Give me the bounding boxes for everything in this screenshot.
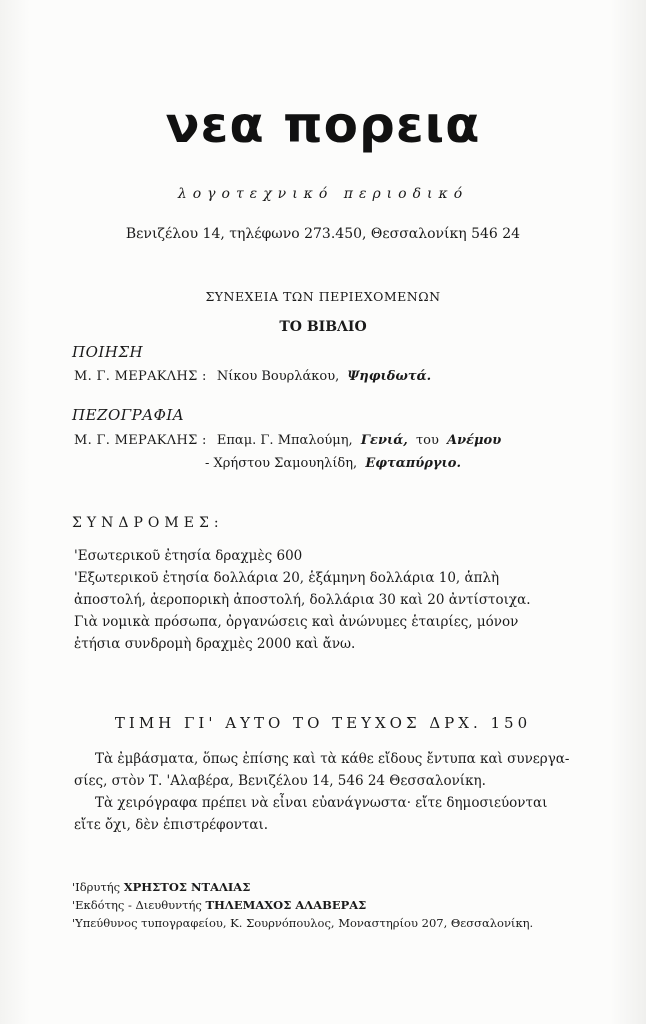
printer-credit: 'Υπεύθυνος τυπογραφείου, Κ. Σουρνόπουλος, Μοναστηρίου 207, Θεσσαλονίκη. xyxy=(72,916,534,930)
publisher-address: Βενιζέλου 14, τηλέφωνο 273.450, Θεσσαλονίκη 546 24 xyxy=(125,226,521,242)
work-title-continued: Ανέμου xyxy=(447,433,502,448)
poetry-heading: ΠΟΙΗΣΗ xyxy=(72,343,144,361)
publisher-credit xyxy=(72,898,366,912)
founder-credit xyxy=(72,880,250,894)
masthead-title: νεα πορεια xyxy=(165,96,481,154)
work-title: Ψηφιδωτά. xyxy=(347,369,432,384)
prose-heading: ΠΕΖΟΓΡΑΦΙΑ xyxy=(72,406,185,424)
reviewer-name: Μ. Γ. ΜΕΡΑΚΛΗΣ : xyxy=(74,433,207,448)
publisher-name: ΤΗΛΕΜΑΧΟΣ ΑΛΑΒΕΡΑΣ xyxy=(205,898,367,912)
author-name: Νίκου Βουρλάκου, xyxy=(216,369,340,384)
manuscripts-line-2: εἴτε ὄχι, δὲν ἐπιστρέφονται. xyxy=(74,817,269,833)
prose-review-entry-2 xyxy=(205,456,461,471)
remittance-line-1: Τὰ ἐμβάσματα, ὅπως ἐπίσης καὶ τὰ κάθε εἴδους ἔντυπα καὶ συνεργα- xyxy=(95,751,570,767)
work-title: Εφταπύργιο. xyxy=(365,456,461,471)
subscription-foreign-line-2: ἀποστολή, ἀεροπορικὴ ἀποστολή, δολλάρια 30 καὶ 20 ἀντίστοιχα. xyxy=(74,592,531,608)
manuscripts-line-1: Τὰ χειρόγραφα πρέπει νὰ εἶναι εὐανάγνωστα· εἴτε δημοσιεύονται xyxy=(95,795,548,811)
poetry-review-entry xyxy=(74,369,431,384)
issue-price: ΤΙΜΗ ΓΙ' ΑΥΤΟ ΤΟ ΤΕΥΧΟΣ ΔΡΧ. 150 xyxy=(114,714,532,732)
work-title: Γενιά, xyxy=(360,433,408,448)
publisher-label: 'Εκδότης - Διευθυντής xyxy=(72,898,202,912)
remittance-line-2: σίες, στὸν Τ. 'Αλαβέρα, Βενιζέλου 14, 546 24 Θεσσαλονίκη. xyxy=(74,773,486,789)
masthead-subtitle: λογοτεχνικό περιοδικό xyxy=(177,186,469,202)
prose-review-entry-1 xyxy=(74,433,501,448)
founder-label: 'Ιδρυτής xyxy=(72,880,121,894)
subscription-foreign-line-1: 'Εξωτερικοῦ ἐτησία δολλάρια 20, ἑξάμηνη δολλάρια 10, ἁπλὴ xyxy=(74,570,500,586)
contents-heading: ΣΥΝΕΧΕΙΑ ΤΩΝ ΠΕΡΙΕΧΟΜΕΝΩΝ xyxy=(205,289,441,304)
subscriptions-heading: ΣΥΝΔΡΟΜΕΣ: xyxy=(72,515,224,531)
work-title-connector: του xyxy=(415,433,439,448)
author-name: Επαμ. Γ. Μπαλούμη, xyxy=(216,433,353,448)
section-title: ΤΟ ΒΙΒΛΙΟ xyxy=(279,319,367,335)
subscription-legal-line-2: ἐτήσια συνδρομὴ δραχμὲς 2000 καὶ ἄνω. xyxy=(74,636,356,652)
founder-name: ΧΡΗΣΤΟΣ ΝΤΑΛΙΑΣ xyxy=(123,880,251,894)
reviewer-name: Μ. Γ. ΜΕΡΑΚΛΗΣ : xyxy=(74,369,207,384)
author-name: - Χρήστου Σαμουηλίδη, xyxy=(205,456,358,471)
subscription-legal-line-1: Γιὰ νομικὰ πρόσωπα, ὀργανώσεις καὶ ἀνώνυμες ἑταιρίες, μόνον xyxy=(74,614,519,630)
subscription-domestic: 'Εσωτερικοῦ ἐτησία δραχμὲς 600 xyxy=(74,548,303,564)
